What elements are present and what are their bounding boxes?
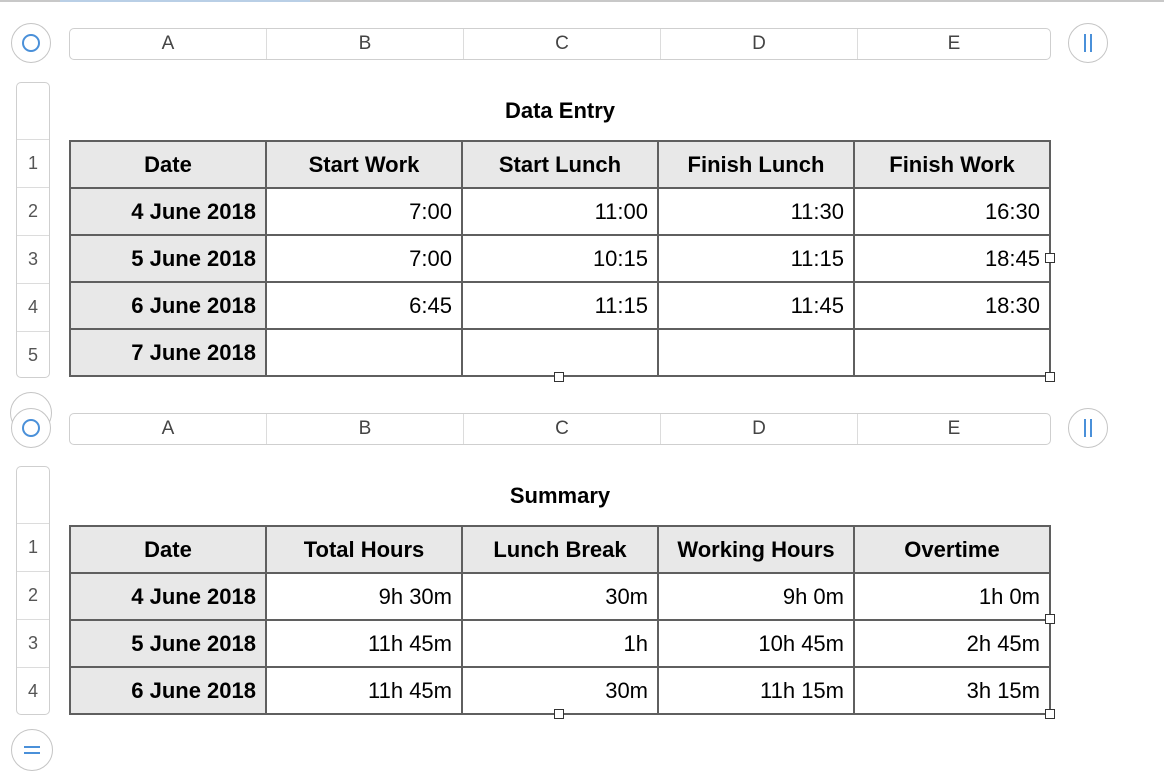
table-cell[interactable] [266, 329, 462, 376]
circle-select-icon [22, 34, 40, 52]
table-header-row [70, 526, 1050, 573]
table-cell[interactable]: 2h 45m [854, 620, 1050, 667]
table-row [70, 282, 1050, 329]
table-row [70, 667, 1050, 714]
table2-add-row-button[interactable] [11, 729, 53, 771]
row-header-3[interactable]: 3 [17, 236, 49, 284]
table1-title[interactable]: Data Entry [504, 98, 616, 123]
table-cell[interactable]: 10:15 [462, 235, 658, 282]
column-header-c[interactable]: C [464, 29, 661, 59]
column-header-b[interactable]: B [267, 29, 464, 59]
table-cell[interactable]: 9h 0m [658, 573, 854, 620]
column-header-e[interactable]: E [947, 418, 961, 439]
column-handle-icon [1084, 34, 1092, 52]
date-cell[interactable]: 7 June 2018 [70, 329, 266, 376]
table2-resize-handle-right[interactable] [1045, 614, 1055, 624]
column-header-a[interactable]: A [70, 29, 267, 59]
table-cell[interactable]: 11h 45m [266, 620, 462, 667]
table-cell[interactable]: 18:30 [854, 282, 1050, 329]
table-row [70, 188, 1050, 235]
table-cell[interactable]: 11h 45m [266, 667, 462, 714]
row-header-title-spacer [17, 83, 49, 140]
summary-table [69, 525, 1051, 715]
top-border-accent [60, 0, 310, 2]
table-cell[interactable]: 7:00 [266, 188, 462, 235]
table-row [70, 573, 1050, 620]
header-cell[interactable]: Total Hours [266, 526, 462, 573]
table-cell[interactable] [854, 329, 1050, 376]
table1-select-button[interactable] [11, 23, 51, 63]
table1-column-header[interactable] [69, 28, 1051, 60]
table-cell[interactable]: 11:15 [462, 282, 658, 329]
table-cell[interactable] [658, 329, 854, 376]
header-cell[interactable]: Start Work [266, 141, 462, 188]
column-header-a[interactable]: A [70, 414, 267, 444]
table-cell[interactable]: 18:45 [854, 235, 1050, 282]
header-cell[interactable]: Overtime [854, 526, 1050, 573]
date-cell[interactable]: 4 June 2018 [70, 188, 266, 235]
row-header-5[interactable]: 5 [27, 345, 38, 365]
table-cell[interactable]: 1h 0m [854, 573, 1050, 620]
header-cell[interactable]: Finish Lunch [658, 141, 854, 188]
row-handle-icon [24, 746, 40, 754]
table2-resize-handle-bottom[interactable] [554, 709, 564, 719]
table2-column-header[interactable] [69, 413, 1051, 445]
row-header-2[interactable]: 2 [17, 188, 49, 236]
date-cell[interactable]: 4 June 2018 [70, 573, 266, 620]
column-handle-icon [1084, 419, 1092, 437]
table-row [70, 620, 1050, 667]
table-cell[interactable]: 11:45 [658, 282, 854, 329]
table-cell[interactable]: 16:30 [854, 188, 1050, 235]
table-cell[interactable]: 30m [462, 573, 658, 620]
column-header-b[interactable]: B [267, 414, 464, 444]
table-cell[interactable]: 9h 30m [266, 573, 462, 620]
table-cell[interactable]: 1h [462, 620, 658, 667]
row-header-4[interactable]: 4 [17, 284, 49, 332]
circle-select-icon [22, 419, 40, 437]
column-header-d[interactable]: D [661, 414, 858, 444]
date-cell[interactable]: 6 June 2018 [70, 282, 266, 329]
table-cell[interactable]: 6:45 [266, 282, 462, 329]
table1-row-header[interactable] [16, 82, 50, 378]
table-cell[interactable]: 3h 15m [854, 667, 1050, 714]
date-cell[interactable]: 5 June 2018 [70, 620, 266, 667]
header-cell[interactable]: Finish Work [854, 141, 1050, 188]
row-header-4[interactable]: 4 [27, 681, 38, 701]
row-header-title-spacer [17, 467, 49, 524]
header-cell[interactable]: Date [70, 141, 266, 188]
table1-add-column-button[interactable] [1068, 23, 1108, 63]
table-cell[interactable]: 11h 15m [658, 667, 854, 714]
table2-title[interactable]: Summary [509, 483, 611, 508]
table1-resize-handle-right[interactable] [1045, 253, 1055, 263]
row-header-1[interactable]: 1 [17, 524, 49, 572]
row-header-3[interactable]: 3 [17, 620, 49, 668]
column-header-d[interactable]: D [661, 29, 858, 59]
table-cell[interactable]: 7:00 [266, 235, 462, 282]
table-cell[interactable]: 10h 45m [658, 620, 854, 667]
table-row [70, 235, 1050, 282]
row-header-1[interactable]: 1 [17, 140, 49, 188]
table-cell[interactable]: 11:00 [462, 188, 658, 235]
data-entry-table [69, 140, 1051, 377]
date-cell[interactable]: 5 June 2018 [70, 235, 266, 282]
table2-row-header[interactable] [16, 466, 50, 715]
row-header-2[interactable]: 2 [17, 572, 49, 620]
header-cell[interactable]: Date [70, 526, 266, 573]
table-header-row [70, 141, 1050, 188]
date-cell[interactable]: 6 June 2018 [70, 667, 266, 714]
table1-resize-handle-corner[interactable] [1045, 372, 1055, 382]
table-cell[interactable]: 30m [462, 667, 658, 714]
table-row [70, 329, 1050, 376]
table2-add-column-button[interactable] [1068, 408, 1108, 448]
header-cell[interactable]: Start Lunch [462, 141, 658, 188]
header-cell[interactable]: Working Hours [658, 526, 854, 573]
table-cell[interactable]: 11:30 [658, 188, 854, 235]
table2-select-button[interactable] [11, 408, 51, 448]
column-header-c[interactable]: C [464, 414, 661, 444]
column-header-e[interactable]: E [947, 33, 961, 54]
table-cell[interactable] [462, 329, 658, 376]
table1-resize-handle-bottom[interactable] [554, 372, 564, 382]
table2-resize-handle-corner[interactable] [1045, 709, 1055, 719]
table-cell[interactable]: 11:15 [658, 235, 854, 282]
header-cell[interactable]: Lunch Break [462, 526, 658, 573]
